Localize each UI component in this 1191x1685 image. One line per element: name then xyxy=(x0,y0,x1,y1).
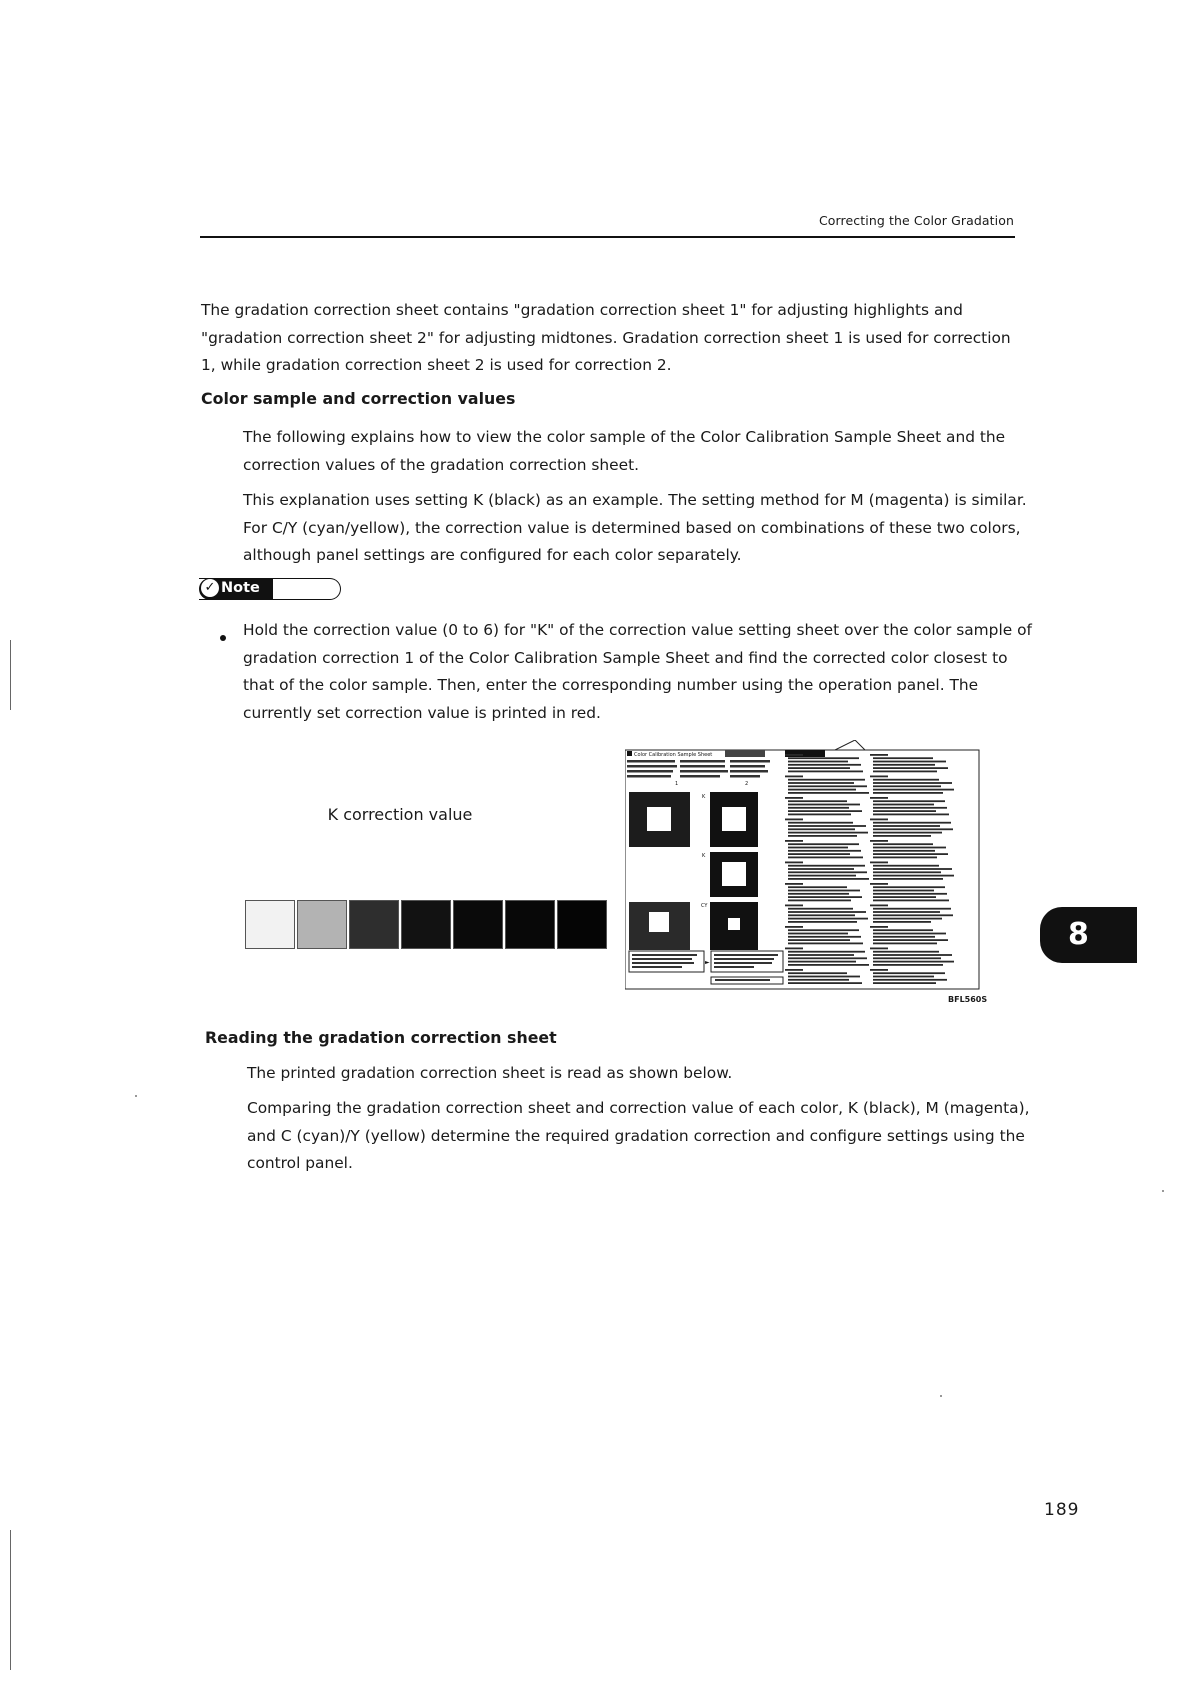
header-rule xyxy=(200,236,1015,238)
sheet-col-label: 2 xyxy=(745,781,749,787)
sheet-col-label: 1 xyxy=(675,781,679,787)
intro-paragraph: The gradation correction sheet contains "gradation correction sheet 1" for adjusting highlights and "gradation correction sheet 2" for adjusting midtones. Gradation correction sheet 1 is used for correction 1, while gradation correction sheet 2 is used for correction 2. xyxy=(201,301,1011,374)
correction-swatch xyxy=(297,900,347,949)
bullet-icon xyxy=(220,635,226,641)
page-number: 189 xyxy=(1044,1500,1080,1520)
note-badge xyxy=(199,578,341,600)
note-label: Note xyxy=(221,579,260,596)
scan-speck xyxy=(135,1095,137,1097)
color-sample-paragraph-1: The following explains how to view the color sample of the Color Calibration Sample Sheet and the correction values of the gradation correction sheet. xyxy=(243,428,1006,474)
color-sample-paragraph-2: This explanation uses setting K (black) as an example. The setting method for M (magenta) is similar. For C/Y (cyan/yellow), the correction value is determined based on combinations of these two colors, although panel settings are configured for each color separately. xyxy=(243,491,1027,564)
section-heading-reading: Reading the gradation correction sheet xyxy=(205,1028,557,1047)
binding-mark xyxy=(10,640,11,710)
chapter-tab xyxy=(1040,907,1137,963)
note-fill xyxy=(199,578,273,600)
correction-swatch xyxy=(401,900,451,949)
svg-text:►: ► xyxy=(705,959,710,966)
section-heading-color-sample: Color sample and correction values xyxy=(201,389,516,408)
scan-speck xyxy=(1162,1190,1164,1192)
correction-swatch xyxy=(349,900,399,949)
scan-speck xyxy=(940,1395,942,1397)
sheet-row-label: K xyxy=(702,853,706,859)
running-header: Correcting the Color Gradation xyxy=(818,213,1014,228)
correction-swatch xyxy=(453,900,503,949)
chapter-number: 8 xyxy=(1068,917,1089,952)
binding-mark xyxy=(10,1530,11,1670)
k-correction-value-label: K correction value xyxy=(327,805,473,824)
note-icon: ✓ xyxy=(201,579,219,597)
correction-swatch xyxy=(557,900,607,949)
figure-code: BFL560S xyxy=(948,995,988,1004)
correction-swatch xyxy=(505,900,555,949)
note-item: Hold the correction value (0 to 6) for "K" of the correction value setting sheet over the color sample of gradation correction 1 of the Color Calibration Sample Sheet and find the corrected color closest to that of the color sample. Then, enter the corresponding number using the operation panel. The currently set correction value is printed in red. xyxy=(243,621,1032,722)
sheet-row-label: CY xyxy=(701,903,708,909)
correction-swatch xyxy=(245,900,295,949)
sheet-title: Color Calibration Sample Sheet xyxy=(634,752,713,758)
reading-paragraph-2: Comparing the gradation correction sheet and correction value of each color, K (black), M (magenta), and C (cyan)/Y (yellow) determine the required gradation correction and configure settings using the control panel. xyxy=(247,1099,1030,1172)
sheet-row-label: K xyxy=(702,794,706,800)
reading-paragraph-1: The printed gradation correction sheet is read as shown below. xyxy=(247,1064,733,1082)
calibration-sample-sheet-thumbnail xyxy=(625,740,980,990)
sheet-bullet-icon xyxy=(627,751,632,756)
